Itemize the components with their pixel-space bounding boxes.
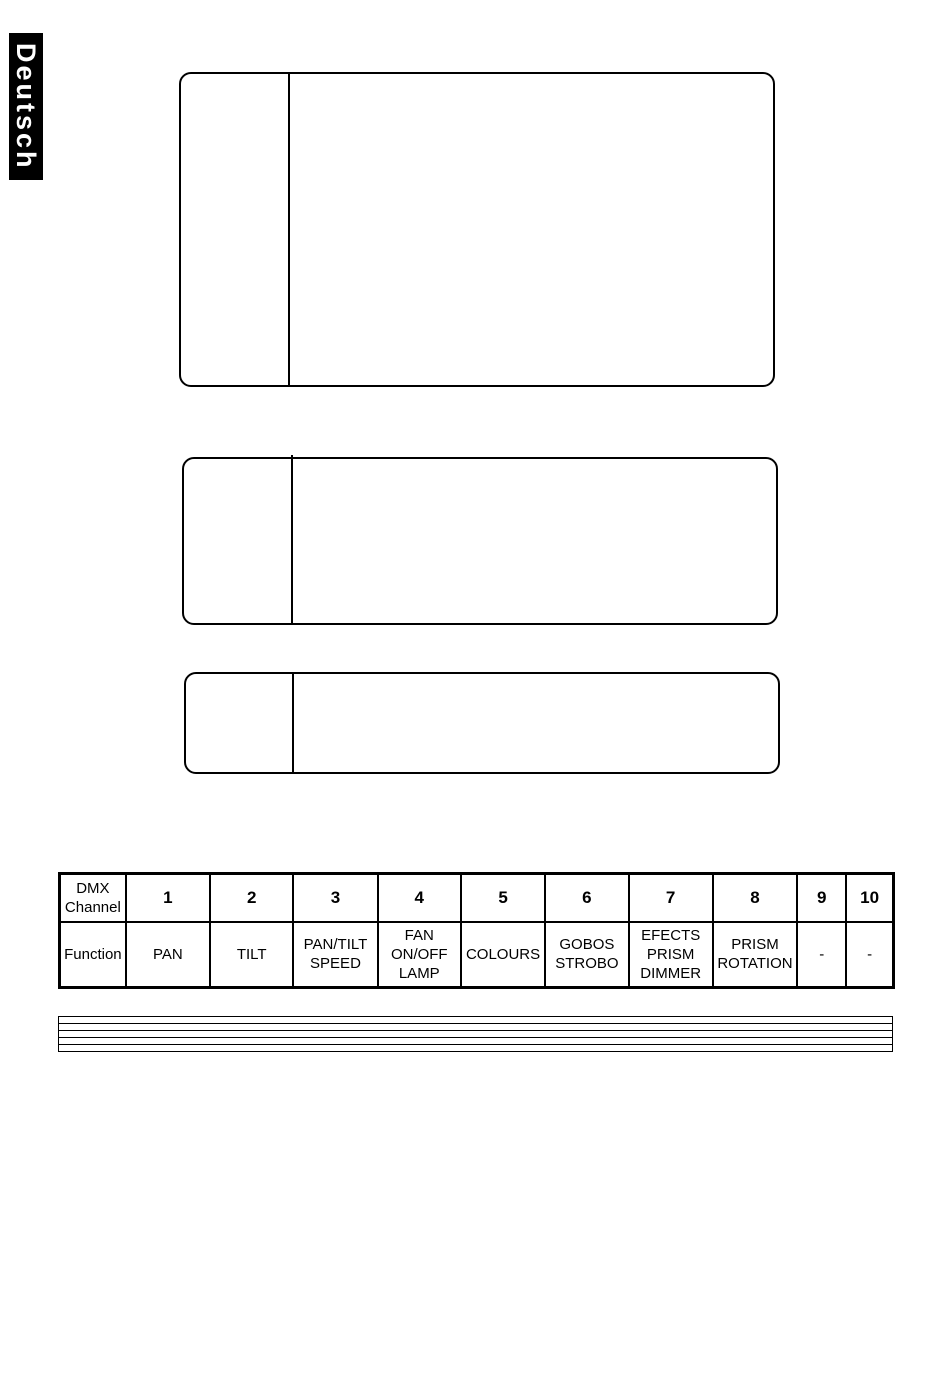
function-header: Function xyxy=(60,922,126,988)
channel-number: 3 xyxy=(293,874,377,922)
function-row xyxy=(60,922,894,988)
channel-number: 6 xyxy=(545,874,628,922)
function-cell: - xyxy=(797,922,846,988)
function-cell: COLOURS xyxy=(461,922,545,988)
dmx-channel-header: DMX Channel xyxy=(60,874,126,922)
info-box-2 xyxy=(182,457,778,625)
function-cell: PAN/TILT SPEED xyxy=(293,922,377,988)
ruled-line xyxy=(59,1023,892,1024)
ruled-line xyxy=(59,1030,892,1031)
channel-number: 5 xyxy=(461,874,545,922)
channel-row xyxy=(60,874,894,922)
ruled-line xyxy=(59,1044,892,1045)
function-cell: GOBOS STROBO xyxy=(545,922,628,988)
channel-number: 4 xyxy=(378,874,461,922)
channel-number: 10 xyxy=(846,874,893,922)
ruled-line xyxy=(59,1037,892,1038)
function-cell: - xyxy=(846,922,893,988)
function-cell: EFECTS PRISM DIMMER xyxy=(629,922,713,988)
channel-number: 8 xyxy=(713,874,797,922)
language-tab xyxy=(9,33,43,180)
function-cell: FAN ON/OFF LAMP xyxy=(378,922,461,988)
language-tab-label: Deutsch xyxy=(11,42,41,171)
info-box-2-divider xyxy=(291,455,293,625)
info-box-3-divider xyxy=(292,672,294,774)
channel-number: 2 xyxy=(210,874,293,922)
info-box-3 xyxy=(184,672,780,774)
channel-number: 7 xyxy=(629,874,713,922)
dmx-channel-table xyxy=(58,872,895,989)
ruled-empty-table xyxy=(58,1016,893,1052)
info-box-1 xyxy=(179,72,775,387)
channel-number: 1 xyxy=(126,874,210,922)
function-cell: PAN xyxy=(126,922,210,988)
channel-number: 9 xyxy=(797,874,846,922)
function-cell: PRISM ROTATION xyxy=(713,922,797,988)
info-box-1-divider xyxy=(288,72,290,387)
function-cell: TILT xyxy=(210,922,293,988)
